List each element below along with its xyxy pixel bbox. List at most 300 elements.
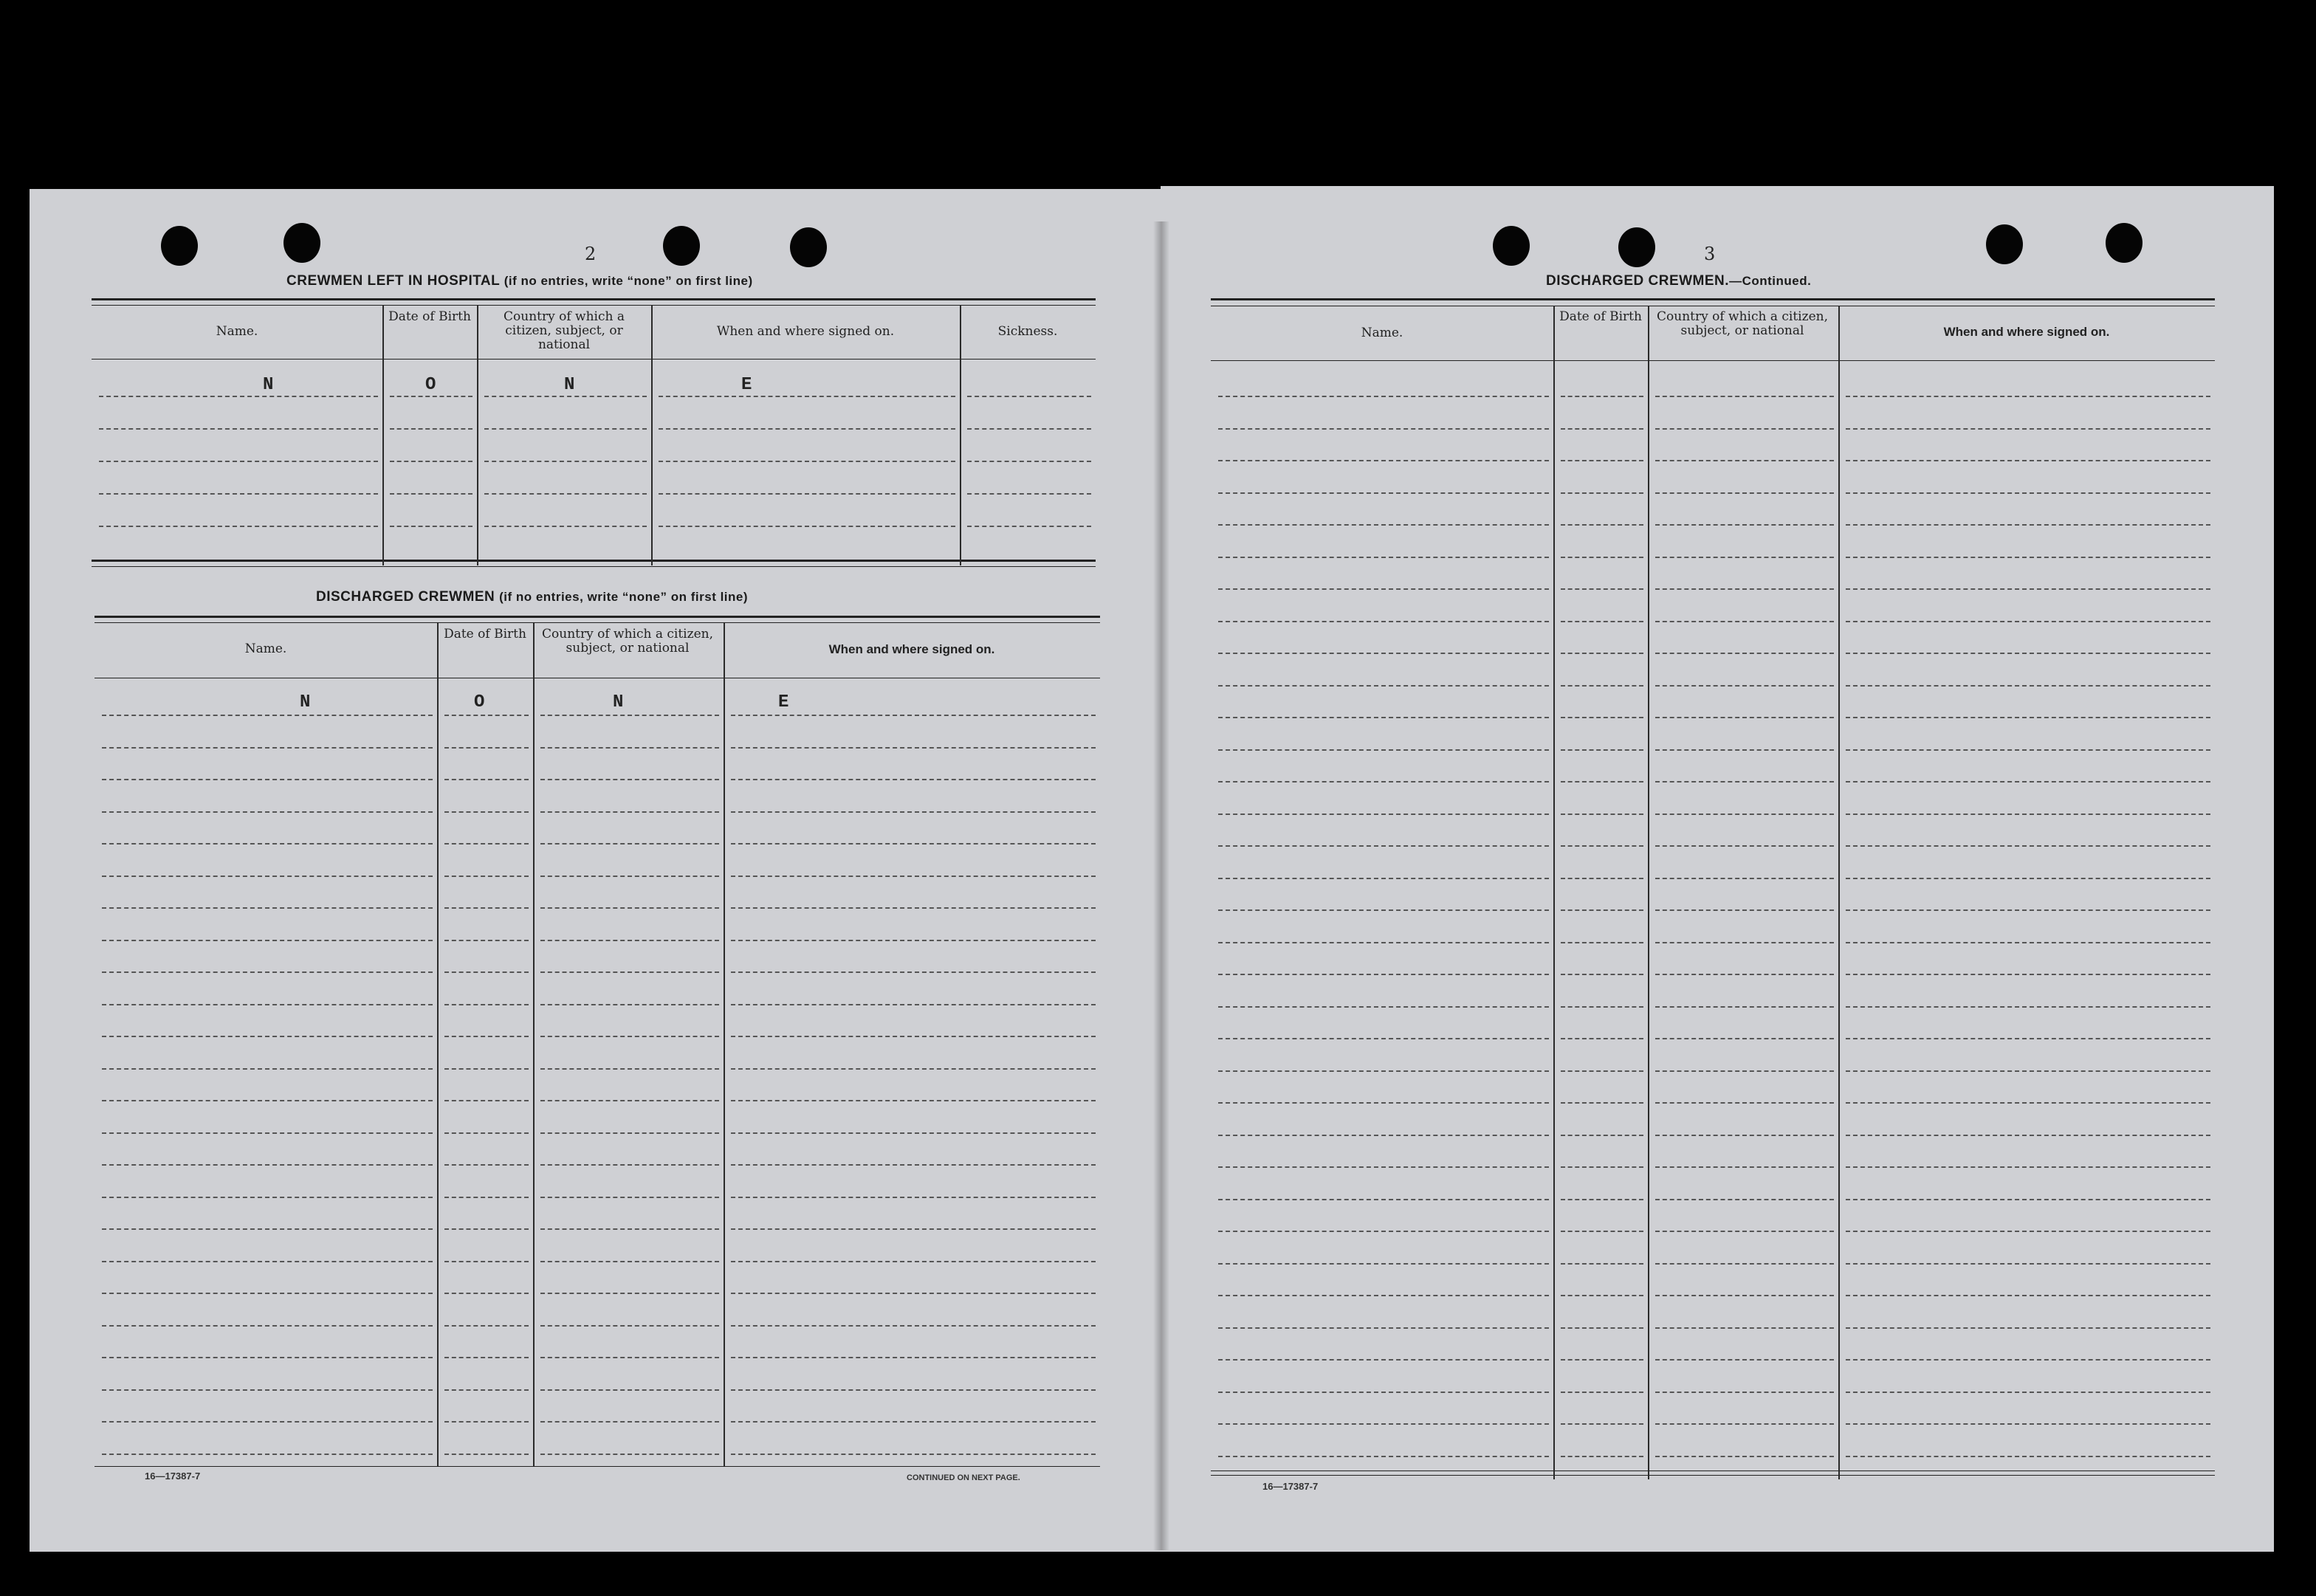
ruled-line <box>1218 845 1549 847</box>
ruled-line <box>1655 1423 1834 1425</box>
ruled-line <box>1218 396 1549 397</box>
ruled-line <box>444 971 529 973</box>
ruled-line <box>1561 428 1643 430</box>
ruled-line <box>1561 1456 1643 1457</box>
ruled-line <box>1218 1006 1549 1008</box>
ruled-line <box>1846 1038 2210 1039</box>
ruled-line <box>102 1004 433 1005</box>
ruled-line <box>731 779 1096 780</box>
binder-hole <box>790 227 827 267</box>
ruled-line <box>1655 1070 1834 1072</box>
ruled-line <box>1846 460 2210 461</box>
col-header-sickness: Sickness. <box>997 324 1058 339</box>
ruled-line <box>1655 1295 1834 1296</box>
ruled-line <box>1218 1359 1549 1361</box>
ruled-line <box>99 493 378 495</box>
col-header-signed-on: When and where signed on. <box>828 642 995 656</box>
ruled-line <box>1655 942 1834 943</box>
ruled-line <box>99 526 378 527</box>
ruled-line <box>1218 428 1549 430</box>
ruled-line <box>1218 1070 1549 1072</box>
form-code-right: 16—17387-7 <box>1262 1481 1319 1492</box>
ruled-line <box>1655 814 1834 815</box>
hospital-section-title <box>286 273 753 289</box>
ruled-line <box>1655 1166 1834 1168</box>
ruled-line <box>1561 1392 1643 1393</box>
discharged-table <box>95 616 1100 1473</box>
ruled-line <box>1655 909 1834 911</box>
ruled-line <box>1218 878 1549 879</box>
ruled-line <box>99 461 378 462</box>
ruled-line <box>99 396 378 397</box>
ruled-line <box>1218 1166 1549 1168</box>
col-header-country: Country of which a citizen, subject, or national <box>542 627 713 656</box>
entry-letter: N <box>564 375 575 395</box>
ruled-line <box>1655 524 1834 526</box>
ruled-line <box>1561 717 1643 718</box>
ruled-line <box>1846 1199 2210 1200</box>
ruled-line <box>540 1261 719 1262</box>
ruled-line <box>540 1228 719 1230</box>
ruled-line <box>1846 1135 2210 1136</box>
ruled-line <box>1218 1295 1549 1296</box>
ruled-line <box>1846 396 2210 397</box>
ruled-line <box>1561 1327 1643 1329</box>
binder-hole <box>1618 227 1655 267</box>
ruled-line <box>1655 749 1834 751</box>
ruled-line <box>484 461 647 462</box>
ruled-line <box>102 1261 433 1262</box>
ruled-line <box>1846 1359 2210 1361</box>
ruled-line <box>1846 878 2210 879</box>
ruled-line <box>1561 524 1643 526</box>
ruled-line <box>444 1132 529 1134</box>
form-code-left: 16—17387-7 <box>145 1471 201 1482</box>
ruled-line <box>540 715 719 716</box>
ruled-line <box>731 1100 1096 1101</box>
ruled-line <box>99 428 378 430</box>
discharged-title-text: DISCHARGED CREWMEN <box>316 589 495 605</box>
ruled-line <box>444 1036 529 1037</box>
ruled-line <box>1561 974 1643 975</box>
ruled-line <box>540 779 719 780</box>
ruled-line <box>1655 396 1834 397</box>
ruled-line <box>1561 1199 1643 1200</box>
ruled-line <box>102 1325 433 1327</box>
ruled-line <box>1846 942 2210 943</box>
ruled-line <box>1655 1231 1834 1232</box>
continued-note: CONTINUED ON NEXT PAGE. <box>907 1473 1020 1482</box>
ruled-line <box>1655 621 1834 622</box>
entry-letter: E <box>741 375 752 395</box>
ruled-line <box>659 493 955 495</box>
discharged-continued-table <box>1211 298 2215 1479</box>
ruled-line <box>444 1454 529 1455</box>
ruled-line <box>102 715 433 716</box>
ruled-line <box>540 971 719 973</box>
ruled-line <box>1218 1423 1549 1425</box>
ruled-line <box>1218 1456 1549 1457</box>
ruled-line <box>1561 1295 1643 1296</box>
ruled-line <box>1655 1006 1834 1008</box>
ruled-line <box>540 1100 719 1101</box>
ruled-line <box>1218 909 1549 911</box>
ruled-line <box>1561 942 1643 943</box>
ruled-line <box>1561 781 1643 782</box>
ruled-line <box>102 1164 433 1166</box>
ruled-line <box>1846 909 2210 911</box>
ruled-line <box>1846 1392 2210 1393</box>
ruled-line <box>444 876 529 877</box>
ruled-line <box>1846 1327 2210 1329</box>
ruled-line <box>1846 1102 2210 1104</box>
binder-hole <box>1493 226 1530 266</box>
ruled-line <box>731 811 1096 813</box>
ruled-line <box>1218 942 1549 943</box>
ruled-line <box>731 876 1096 877</box>
ruled-line <box>444 747 529 749</box>
ruled-line <box>540 1004 719 1005</box>
ruled-line <box>444 1325 529 1327</box>
ruled-line <box>731 1293 1096 1294</box>
ruled-line <box>1218 653 1549 654</box>
ruled-line <box>390 461 473 462</box>
ruled-line <box>1561 685 1643 687</box>
ruled-line <box>102 1293 433 1294</box>
ruled-line <box>444 1389 529 1391</box>
ruled-line <box>540 843 719 845</box>
ruled-line <box>390 428 473 430</box>
ruled-line <box>967 526 1091 527</box>
ruled-line <box>1655 717 1834 718</box>
col-header-signed-on: When and where signed on. <box>716 324 895 339</box>
discharged-section-title <box>316 589 748 605</box>
ruled-line <box>102 1454 433 1455</box>
ruled-line <box>540 1293 719 1294</box>
ruled-line <box>102 1389 433 1391</box>
ruled-line <box>102 971 433 973</box>
ruled-line <box>1561 814 1643 815</box>
ruled-line <box>444 1421 529 1423</box>
ruled-line <box>1655 1038 1834 1039</box>
ruled-line <box>1655 492 1834 494</box>
ruled-line <box>731 1228 1096 1230</box>
ruled-line <box>1846 717 2210 718</box>
ruled-line <box>444 1261 529 1262</box>
ruled-line <box>1218 1392 1549 1393</box>
entry-letter: N <box>300 692 311 712</box>
ruled-line <box>102 1357 433 1358</box>
ruled-line <box>540 876 719 877</box>
ruled-line <box>1846 845 2210 847</box>
ruled-line <box>731 1261 1096 1262</box>
ruled-line <box>1846 492 2210 494</box>
ruled-line <box>1218 1135 1549 1136</box>
ruled-line <box>390 493 473 495</box>
ruled-line <box>967 493 1091 495</box>
ruled-line <box>540 1389 719 1391</box>
ruled-line <box>540 1132 719 1134</box>
ruled-line <box>1561 1359 1643 1361</box>
ruled-line <box>1846 974 2210 975</box>
ruled-line <box>444 907 529 909</box>
ruled-line <box>1655 428 1834 430</box>
page-number-right: 3 <box>1704 244 1716 264</box>
col-header-country: Country of which a citizen, subject, or national <box>1657 309 1828 338</box>
ruled-line <box>1561 1166 1643 1168</box>
ruled-line <box>1218 621 1549 622</box>
ruled-line <box>444 843 529 845</box>
ruled-line <box>731 1454 1096 1455</box>
page-number-left: 2 <box>585 244 597 264</box>
ruled-line <box>659 526 955 527</box>
binder-hole <box>161 226 198 266</box>
ruled-line <box>444 779 529 780</box>
ruled-line <box>1561 1102 1643 1104</box>
ruled-line <box>1218 460 1549 461</box>
ruled-line <box>1561 749 1643 751</box>
ruled-line <box>1561 1231 1643 1232</box>
ruled-line <box>102 1100 433 1101</box>
ruled-line <box>1655 1392 1834 1393</box>
entry-letter: N <box>613 692 624 712</box>
ruled-line <box>1655 1199 1834 1200</box>
ruled-line <box>1218 524 1549 526</box>
ruled-line <box>1218 1263 1549 1265</box>
ruled-line <box>1846 557 2210 558</box>
ruled-line <box>444 1197 529 1198</box>
ruled-line <box>1655 974 1834 975</box>
col-header-name: Name. <box>216 324 258 339</box>
ruled-line <box>1561 1263 1643 1265</box>
entry-letter: N <box>263 375 274 395</box>
ruled-line <box>390 396 473 397</box>
ruled-line <box>540 1325 719 1327</box>
ruled-line <box>1561 1423 1643 1425</box>
ruled-line <box>1561 878 1643 879</box>
ruled-line <box>731 1357 1096 1358</box>
ruled-line <box>444 715 529 716</box>
ruled-line <box>1655 460 1834 461</box>
entry-letter: O <box>425 375 436 395</box>
page-gutter <box>1153 221 1169 1550</box>
ruled-line <box>967 396 1091 397</box>
ruled-line <box>1846 814 2210 815</box>
ruled-line <box>731 843 1096 845</box>
ruled-line <box>1846 1070 2210 1072</box>
col-header-name: Name. <box>1361 326 1403 340</box>
discharged-continued-title <box>1546 273 1811 289</box>
ruled-line <box>659 461 955 462</box>
ruled-line <box>102 1036 433 1037</box>
ruled-line <box>731 1389 1096 1391</box>
ruled-line <box>444 1164 529 1166</box>
ruled-line <box>967 461 1091 462</box>
ruled-line <box>102 907 433 909</box>
ruled-line <box>1561 1038 1643 1039</box>
ruled-line <box>444 811 529 813</box>
ruled-line <box>731 907 1096 909</box>
ruled-line <box>1846 1231 2210 1232</box>
ruled-line <box>540 1357 719 1358</box>
ruled-line <box>444 1068 529 1070</box>
ruled-line <box>102 843 433 845</box>
ruled-line <box>102 1228 433 1230</box>
ruled-line <box>444 1357 529 1358</box>
ruled-line <box>1561 845 1643 847</box>
col-header-country: Country of which a citizen, subject, or national <box>504 309 625 352</box>
hospital-title-text: CREWMEN LEFT IN HOSPITAL <box>286 273 500 289</box>
ruled-line <box>102 940 433 941</box>
ruled-line <box>102 876 433 877</box>
ruled-line <box>540 1164 719 1166</box>
ruled-line <box>1846 685 2210 687</box>
ruled-line <box>1846 1263 2210 1265</box>
ruled-line <box>1561 1070 1643 1072</box>
ruled-line <box>731 1132 1096 1134</box>
ruled-line <box>731 1164 1096 1166</box>
ruled-line <box>484 493 647 495</box>
discharged-continued-title-text: DISCHARGED CREWMEN. <box>1546 273 1730 289</box>
ruled-line <box>1218 1102 1549 1104</box>
ruled-line <box>1218 588 1549 590</box>
ruled-line <box>731 747 1096 749</box>
ruled-line <box>1655 685 1834 687</box>
binder-hole <box>2106 223 2143 263</box>
ruled-line <box>1846 524 2210 526</box>
ruled-line <box>1655 557 1834 558</box>
ruled-line <box>1218 717 1549 718</box>
ruled-line <box>390 526 473 527</box>
ruled-line <box>731 1325 1096 1327</box>
hospital-table <box>92 298 1096 568</box>
ruled-line <box>540 811 719 813</box>
ruled-line <box>659 428 955 430</box>
ruled-line <box>102 1421 433 1423</box>
ruled-line <box>484 396 647 397</box>
ruled-line <box>102 1132 433 1134</box>
ruled-line <box>1218 492 1549 494</box>
ruled-line <box>1655 781 1834 782</box>
ruled-line <box>1561 1006 1643 1008</box>
ruled-line <box>540 747 719 749</box>
ruled-line <box>1218 1038 1549 1039</box>
ruled-line <box>1846 781 2210 782</box>
ruled-line <box>731 971 1096 973</box>
ruled-line <box>1218 1231 1549 1232</box>
ruled-line <box>1655 1102 1834 1104</box>
discharged-title-note: (if no entries, write “none” on first line) <box>499 590 749 604</box>
binder-hole <box>663 226 700 266</box>
ruled-line <box>102 779 433 780</box>
ruled-line <box>1655 1135 1834 1136</box>
ruled-line <box>1846 1295 2210 1296</box>
ruled-line <box>540 907 719 909</box>
ruled-line <box>1561 396 1643 397</box>
ruled-line <box>540 1068 719 1070</box>
ruled-line <box>659 396 955 397</box>
ruled-line <box>731 1421 1096 1423</box>
ruled-line <box>1846 1456 2210 1457</box>
ruled-line <box>1655 1327 1834 1329</box>
binder-hole <box>284 223 320 263</box>
ruled-line <box>1218 781 1549 782</box>
ruled-line <box>102 1197 433 1198</box>
ruled-line <box>1655 878 1834 879</box>
ruled-line <box>1846 621 2210 622</box>
ruled-line <box>1846 1423 2210 1425</box>
binder-hole <box>1986 224 2023 264</box>
ruled-line <box>484 526 647 527</box>
ruled-line <box>1655 588 1834 590</box>
ruled-line <box>540 1421 719 1423</box>
ruled-line <box>1655 1359 1834 1361</box>
ruled-line <box>731 1004 1096 1005</box>
ruled-line <box>1846 1006 2210 1008</box>
ruled-line <box>540 1197 719 1198</box>
ruled-line <box>484 428 647 430</box>
col-header-date-of-birth: Date of Birth <box>444 627 526 642</box>
ruled-line <box>540 940 719 941</box>
ruled-line <box>1218 557 1549 558</box>
ruled-line <box>1561 492 1643 494</box>
ruled-line <box>1655 1456 1834 1457</box>
ruled-line <box>731 1068 1096 1070</box>
ruled-line <box>1561 460 1643 461</box>
discharged-continued-suffix: —Continued. <box>1729 274 1812 288</box>
ruled-line <box>444 940 529 941</box>
ruled-line <box>1655 845 1834 847</box>
ruled-line <box>1218 749 1549 751</box>
ruled-line <box>540 1454 719 1455</box>
ruled-line <box>444 1100 529 1101</box>
ruled-line <box>444 1004 529 1005</box>
ruled-line <box>102 747 433 749</box>
ruled-line <box>967 428 1091 430</box>
ruled-line <box>1655 653 1834 654</box>
ruled-line <box>731 715 1096 716</box>
ruled-line <box>102 1068 433 1070</box>
col-header-name: Name. <box>244 642 287 656</box>
ruled-line <box>1218 1327 1549 1329</box>
ruled-line <box>102 811 433 813</box>
ruled-line <box>1655 1263 1834 1265</box>
ruled-line <box>731 1197 1096 1198</box>
col-header-date-of-birth: Date of Birth <box>1559 309 1642 324</box>
ruled-line <box>1561 557 1643 558</box>
ruled-line <box>1218 1199 1549 1200</box>
col-header-date-of-birth: Date of Birth <box>388 309 471 324</box>
ruled-line <box>1561 621 1643 622</box>
entry-letter: O <box>474 692 485 712</box>
ruled-line <box>1846 749 2210 751</box>
ruled-line <box>1846 653 2210 654</box>
ruled-line <box>1846 1166 2210 1168</box>
ruled-line <box>1846 588 2210 590</box>
col-header-signed-on: When and where signed on. <box>1943 325 2110 339</box>
ruled-line <box>1561 1135 1643 1136</box>
entry-letter: E <box>778 692 789 712</box>
hospital-title-note: (if no entries, write “none” on first line) <box>504 274 753 288</box>
ruled-line <box>1561 909 1643 911</box>
ruled-line <box>1561 653 1643 654</box>
ruled-line <box>444 1293 529 1294</box>
ruled-line <box>731 1036 1096 1037</box>
ruled-line <box>1561 588 1643 590</box>
ruled-line <box>1846 428 2210 430</box>
ruled-line <box>1218 974 1549 975</box>
ruled-line <box>1218 685 1549 687</box>
